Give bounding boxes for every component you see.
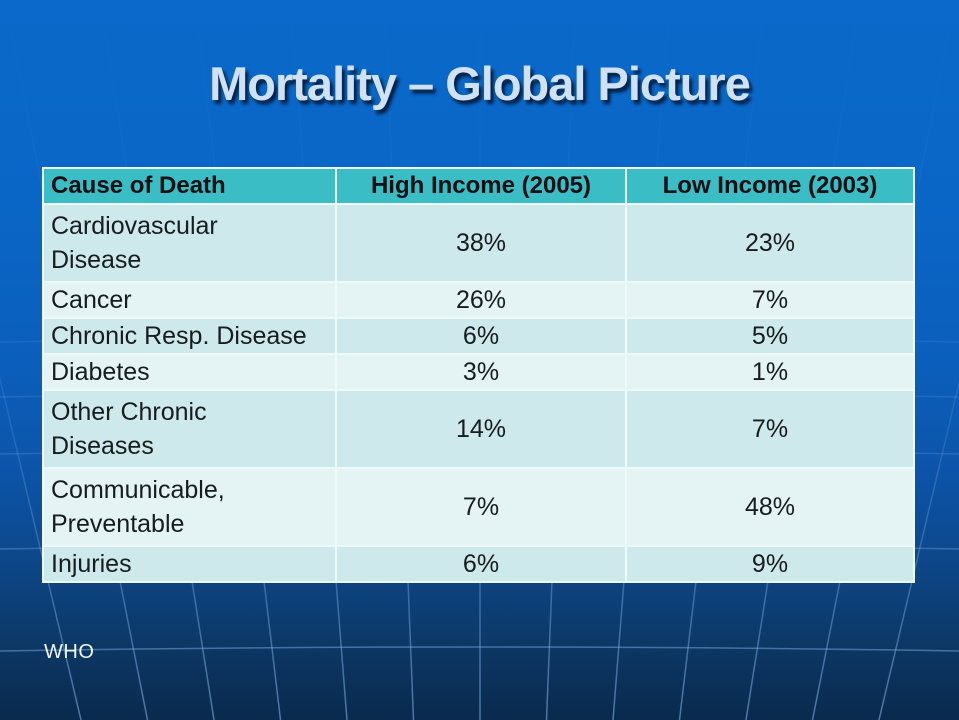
cause-label: Cancer bbox=[51, 285, 132, 314]
low-income-value: 7% bbox=[626, 390, 914, 468]
table-row bbox=[43, 468, 914, 546]
high-income-value: 3% bbox=[336, 354, 626, 390]
cause-label: Other Chronic Diseases bbox=[51, 397, 207, 460]
cause-cell bbox=[43, 546, 336, 582]
high-income-value: 14% bbox=[336, 390, 626, 468]
low-income-value: 7% bbox=[626, 282, 914, 318]
cause-cell bbox=[43, 390, 336, 468]
low-income-value: 1% bbox=[626, 354, 914, 390]
table-row bbox=[43, 390, 914, 468]
table-row bbox=[43, 204, 914, 282]
high-income-value: 6% bbox=[336, 318, 626, 354]
column-header-cause: Cause of Death bbox=[43, 168, 336, 204]
table-header-row bbox=[43, 168, 914, 204]
low-income-value: 48% bbox=[626, 468, 914, 546]
low-income-value: 5% bbox=[626, 318, 914, 354]
slide-title: Mortality – Global Picture bbox=[209, 57, 750, 110]
cause-cell bbox=[43, 468, 336, 546]
low-income-value: 9% bbox=[626, 546, 914, 582]
table-row bbox=[43, 318, 914, 354]
high-income-value: 38% bbox=[336, 204, 626, 282]
cause-label: Injuries bbox=[51, 549, 132, 578]
mortality-table bbox=[42, 167, 915, 583]
high-income-value: 7% bbox=[336, 468, 626, 546]
cause-label: Chronic Resp. Disease bbox=[51, 321, 307, 350]
cause-cell bbox=[43, 318, 336, 354]
low-income-value: 23% bbox=[626, 204, 914, 282]
column-header-high-income: High Income (2005) bbox=[336, 168, 626, 204]
cause-cell bbox=[43, 354, 336, 390]
high-income-value: 6% bbox=[336, 546, 626, 582]
source-attribution: WHO bbox=[44, 641, 95, 663]
table-row bbox=[43, 282, 914, 318]
high-income-value: 26% bbox=[336, 282, 626, 318]
cause-label: Cardiovascular Disease bbox=[51, 211, 218, 274]
cause-cell bbox=[43, 282, 336, 318]
column-header-low-income: Low Income (2003) bbox=[626, 168, 914, 204]
cause-label: Diabetes bbox=[51, 357, 150, 386]
table-row bbox=[43, 546, 914, 582]
table-row bbox=[43, 354, 914, 390]
cause-cell bbox=[43, 204, 336, 282]
cause-label: Communicable, Preventable bbox=[51, 475, 225, 538]
